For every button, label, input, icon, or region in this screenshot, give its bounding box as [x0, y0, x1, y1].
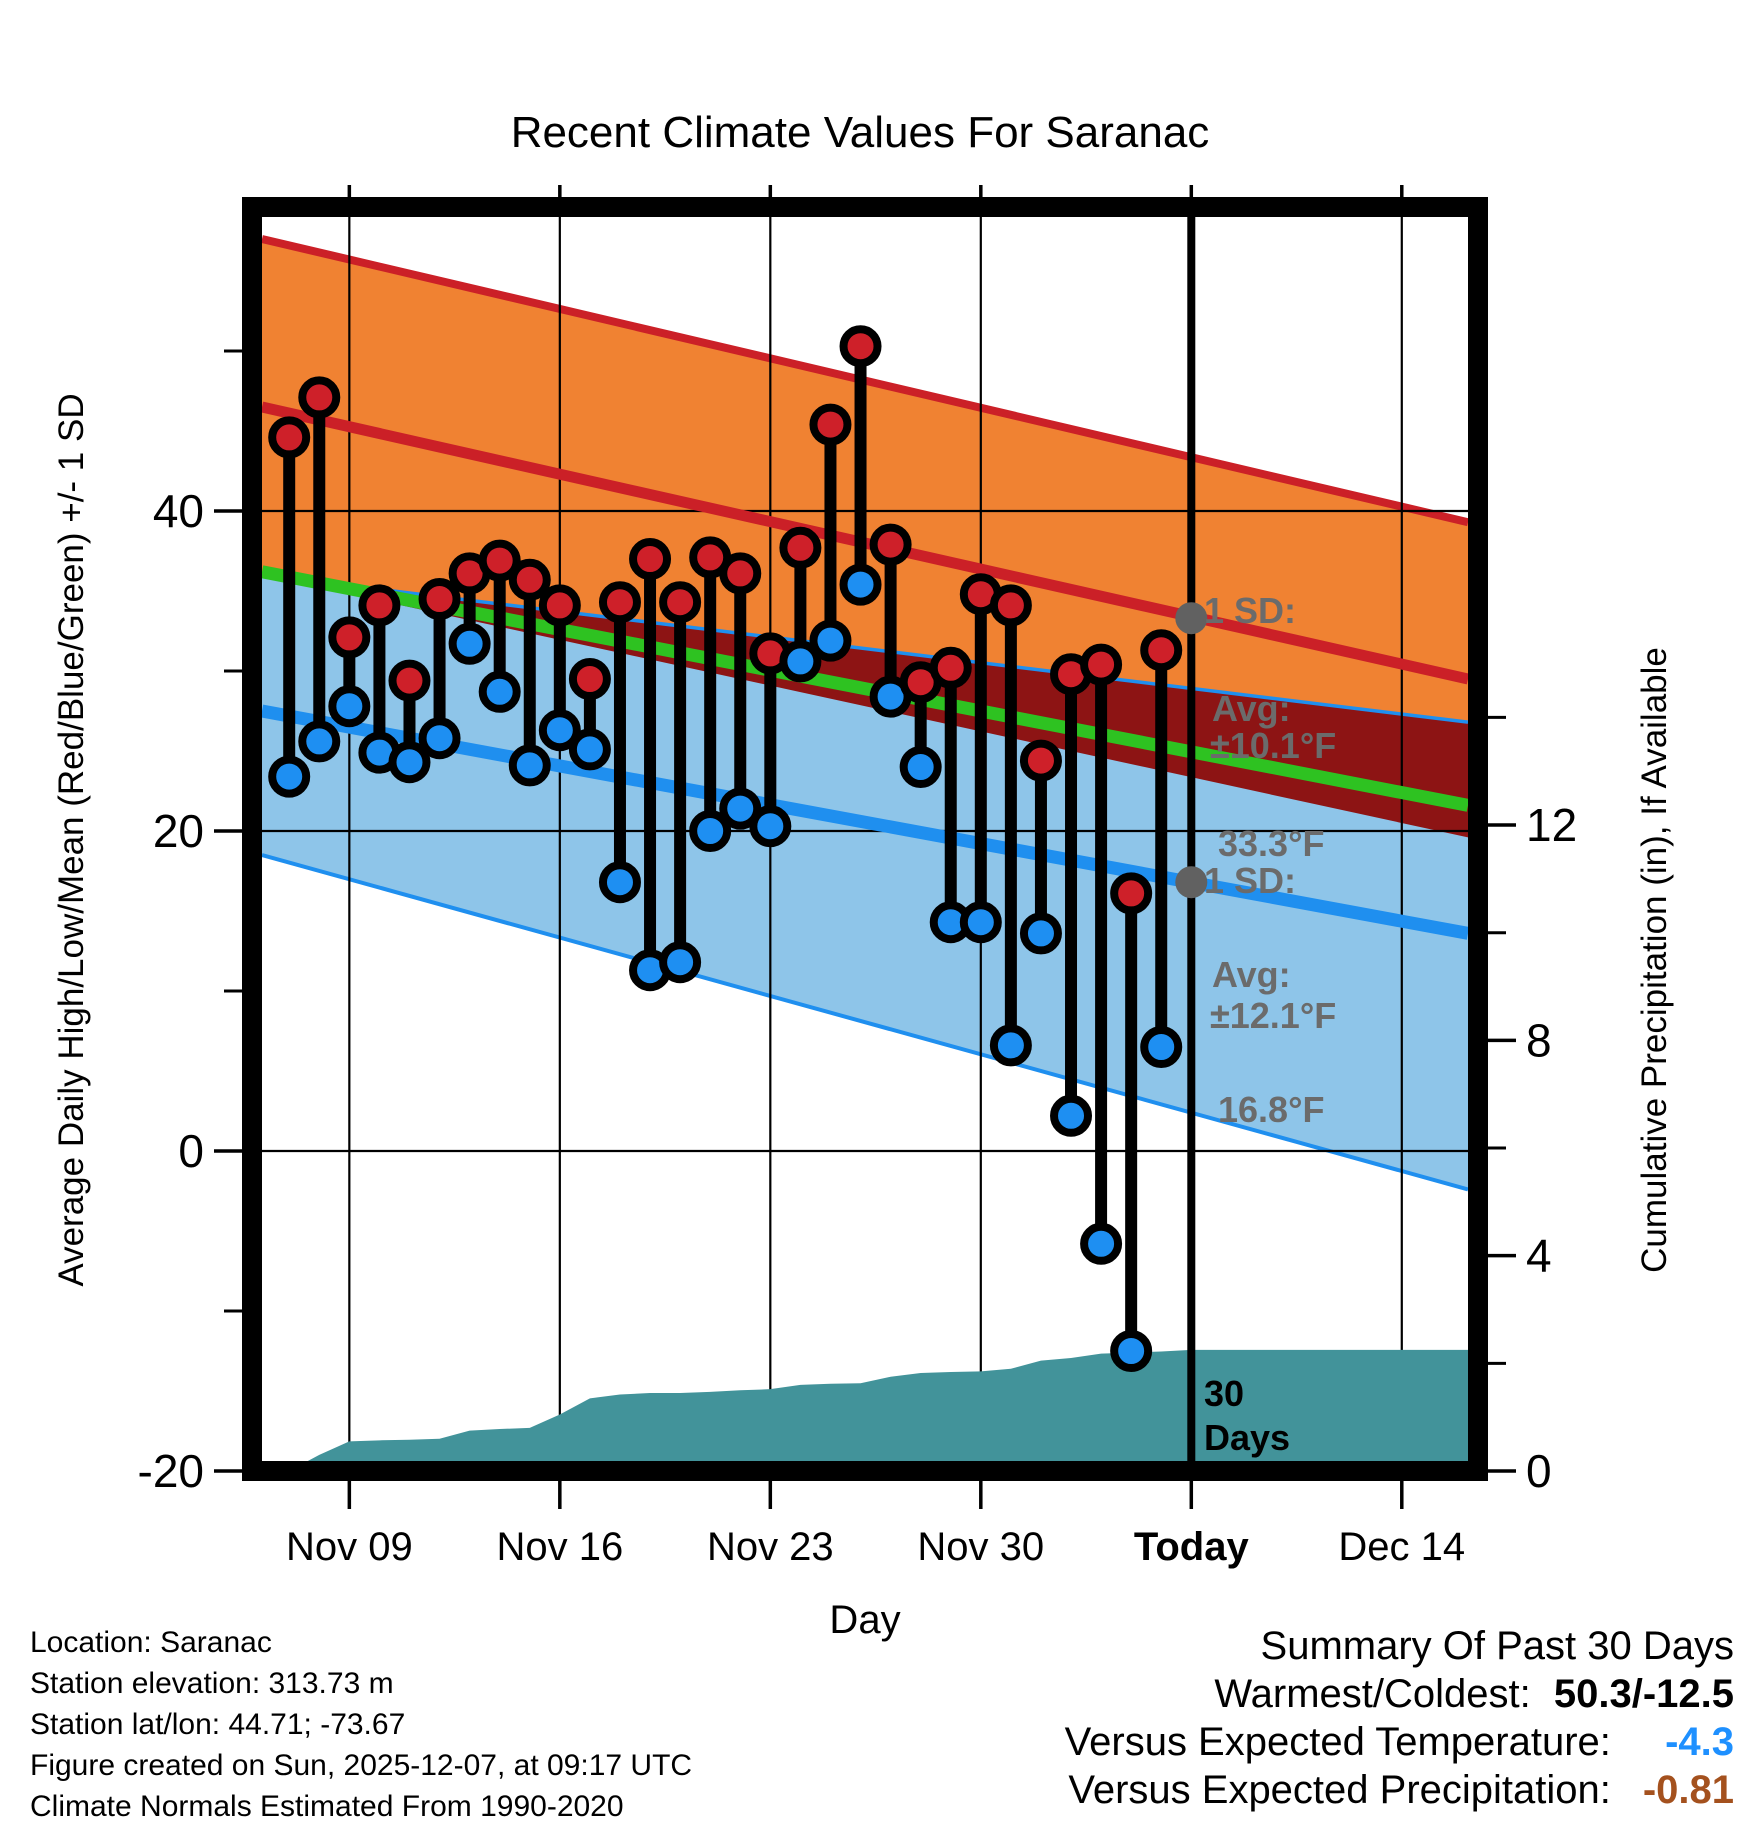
daily-low-marker [483, 675, 517, 709]
avg-low-dot [1175, 866, 1207, 898]
daily-low-marker [753, 809, 787, 843]
daily-low-marker [513, 748, 547, 782]
summary-warmest-label: Warmest/Coldest: [1214, 1672, 1542, 1716]
daily-high-marker [844, 329, 878, 363]
station-metadata [30, 1622, 692, 1827]
left-tick-label: 0 [178, 1125, 204, 1177]
daily-low-marker [663, 945, 697, 979]
annotation-sd-low-line2: ±12.1°F [1210, 995, 1337, 1036]
metadata-latlon: Station lat/lon: 44.71; -73.67 [30, 1708, 406, 1741]
daily-low-marker [423, 721, 457, 755]
summary-heading: Summary Of Past 30 Days [1260, 1624, 1734, 1668]
date-tick-label: Nov 16 [496, 1525, 624, 1569]
annotation-avg-high-line2: 33.3°F [1218, 823, 1325, 864]
daily-low-marker [964, 905, 998, 939]
summary-vs-temp-label: Versus Expected Temperature: [1064, 1720, 1622, 1764]
right-tick-label: 8 [1526, 1014, 1552, 1067]
right-axis-label: Cumulative Precipitation (in), If Available [1635, 647, 1674, 1273]
summary-vs-precipitation [1065, 1766, 1734, 1814]
daily-high-marker [633, 542, 667, 576]
right-tick-label: 0 [1526, 1445, 1552, 1497]
summary-warmest-value: 50.3/-12.5 [1553, 1672, 1734, 1716]
daily-low-marker [453, 627, 487, 661]
summary-vs-temp-value: -4.3 [1665, 1720, 1734, 1764]
avg-high-dot [1175, 602, 1207, 634]
annotation-sd-high-line1: 1 SD: [1204, 590, 1297, 631]
left-tick-label: 40 [152, 485, 204, 537]
annotation-avg-low-line2: 16.8°F [1218, 1089, 1325, 1130]
daily-high-marker [1144, 633, 1178, 667]
daily-high-marker [1024, 744, 1058, 778]
daily-low-marker [332, 689, 366, 723]
daily-high-marker [603, 585, 637, 619]
daily-low-marker [392, 745, 426, 779]
daily-high-marker [934, 651, 968, 685]
summary-block [1065, 1622, 1734, 1814]
daily-high-marker [423, 582, 457, 616]
daily-high-marker [302, 380, 336, 414]
daily-high-marker [874, 528, 908, 562]
metadata-location: Location: Saranac [30, 1626, 272, 1659]
daily-high-marker [362, 588, 396, 622]
summary-vs-temperature [1065, 1718, 1734, 1766]
daily-low-marker [1114, 1334, 1148, 1368]
daily-low-marker [573, 732, 607, 766]
daily-low-marker [272, 760, 306, 794]
annotation-avg-low-line1: Avg: [1212, 954, 1291, 995]
daily-low-marker [994, 1028, 1028, 1062]
left-tick-label: 20 [152, 805, 204, 857]
daily-high-marker [272, 420, 306, 454]
annotation-sd-high-line2: ±10.1°F [1210, 725, 1337, 766]
right-tick-label: 12 [1526, 799, 1578, 852]
daily-low-marker [813, 624, 847, 658]
left-tick-label: -20 [137, 1445, 204, 1497]
summary-warmest-coldest [1065, 1670, 1734, 1718]
summary-vs-precip-value: -0.81 [1642, 1768, 1734, 1812]
left-axis-label: Average Daily High/Low/Mean (Red/Blue/Green) +/- 1 SD [52, 393, 91, 1287]
daily-high-marker [1114, 876, 1148, 910]
right-tick-label: 4 [1526, 1229, 1552, 1282]
daily-low-marker [904, 750, 938, 784]
annotation-sd-low-line1: 1 SD: [1204, 860, 1297, 901]
daily-high-marker [573, 662, 607, 696]
daily-high-marker [663, 585, 697, 619]
annotation-30-days-line1: 30 [1204, 1373, 1245, 1414]
x-axis-label: Day [829, 1598, 901, 1642]
metadata-normals: Climate Normals Estimated From 1990-2020 [30, 1790, 624, 1823]
daily-high-marker [813, 408, 847, 442]
date-tick-label: Dec 14 [1338, 1525, 1466, 1569]
metadata-elevation: Station elevation: 313.73 m [30, 1667, 394, 1700]
daily-low-marker [1144, 1030, 1178, 1064]
daily-high-marker [723, 556, 757, 590]
annotation-30-days-line2: Days [1204, 1417, 1291, 1458]
daily-high-marker [1084, 648, 1118, 682]
summary-vs-precip-label: Versus Expected Precipitation: [1068, 1768, 1622, 1812]
date-tick-label: Nov 23 [706, 1525, 834, 1569]
annotation-avg-low [1212, 862, 1324, 1222]
daily-low-marker [302, 724, 336, 758]
daily-low-marker [1054, 1099, 1088, 1133]
daily-high-marker [543, 588, 577, 622]
daily-low-marker [844, 568, 878, 602]
daily-high-marker [392, 664, 426, 698]
daily-low-marker [1024, 916, 1058, 950]
metadata-created: Figure created on Sun, 2025-12-07, at 09:17 UTC [30, 1749, 693, 1782]
date-tick-label: Nov 09 [285, 1525, 413, 1569]
daily-high-marker [783, 531, 817, 565]
date-tick-label: Nov 30 [917, 1525, 1045, 1569]
daily-low-marker [1084, 1227, 1118, 1261]
daily-high-marker [994, 588, 1028, 622]
annotation-30-days [1204, 1372, 1290, 1460]
daily-high-marker [332, 620, 366, 654]
daily-high-marker [513, 563, 547, 597]
daily-low-marker [603, 865, 637, 899]
page-title: Recent Climate Values For Saranac [510, 108, 1210, 157]
annotation-avg-high-line1: Avg: [1212, 688, 1291, 729]
date-tick-label: Today [1133, 1525, 1249, 1569]
